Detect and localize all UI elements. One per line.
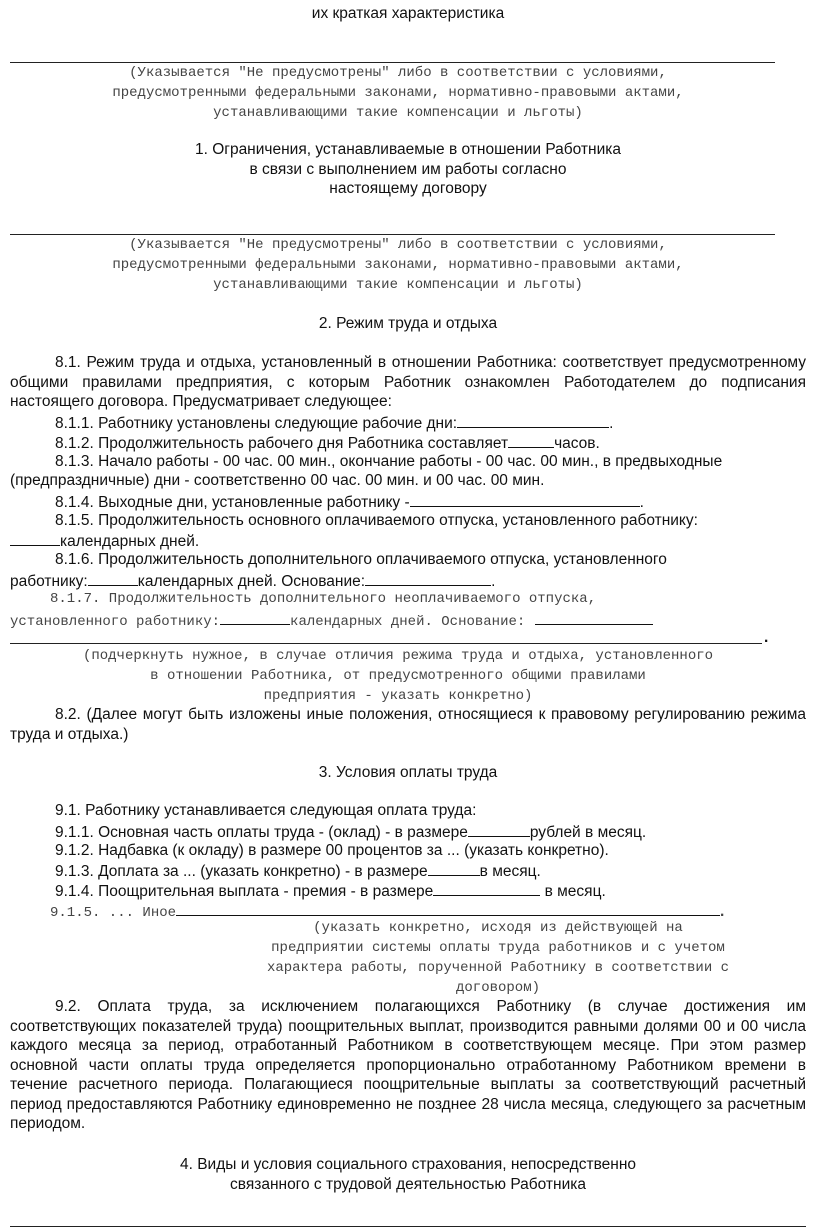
note-line: устанавливающими такие компенсации и льготы) xyxy=(213,105,583,121)
paragraph-9-2: 9.2. Оплата труда, за исключением полагающихся Работнику (в случае достижения им соответствующих показателей труда) поощрительных выплат, производится равными долями 00 и 00 числа каждого месяца за период, отработанный Работником в соответствующем месяце. При этом размер основной части оплаты труда определяется пропорционально отработанному Работником времени в течение расчетного периода. Полагающиеся поощрительные выплаты за соответствующий расчетный период предоставляются Работнику единовременно не позднее 28 числа месяца, следующего за расчетным периодом. xyxy=(10,998,806,1132)
item-8-1-2 xyxy=(10,432,806,454)
item-9-1-2 xyxy=(10,841,806,861)
item-text: календарных дней. Основание: xyxy=(290,614,526,630)
item-8-1-6-cont: работнику: календарных дней. Основание: . xyxy=(10,570,806,592)
item-8-1-6 xyxy=(10,550,806,570)
item-9-1-5: 9.1.5. ... Иное . xyxy=(10,900,806,923)
note-line: предприятии системы оплаты труда работников и с учетом xyxy=(271,940,725,956)
section-heading-tail: их краткая характеристика xyxy=(311,5,505,22)
section-4-title xyxy=(10,1155,806,1194)
item-text: 8.1.2. Продолжительность рабочего дня Работника составляет xyxy=(55,435,509,452)
blank-field xyxy=(433,880,540,896)
title-line: связанного с трудовой деятельностью Работника xyxy=(230,1175,586,1193)
item-9-1-1 xyxy=(10,821,806,843)
note-line: (Указывается "Не предусмотрены" либо в соответствии с условиями, xyxy=(129,237,667,253)
item-8-1-3 xyxy=(10,452,806,472)
item-text: в месяц. xyxy=(479,863,541,880)
item-8-1-1: 8.1.1. Работнику установлены следующие рабочие дни: . xyxy=(10,412,806,434)
note-line: характера работы, порученной Работнику в соответствии с xyxy=(266,960,730,976)
section-1-title xyxy=(10,140,806,199)
instruction-note xyxy=(10,235,786,295)
blank-field xyxy=(410,491,640,507)
item-text: 9.1.1. Основная часть оплаты труда - (оклад) - в размере xyxy=(55,824,468,841)
note-line: устанавливающими такие компенсации и льготы) xyxy=(213,277,583,293)
item-text: 8.1.6. Продолжительность дополнительного оплачиваемого отпуска, установленного xyxy=(55,551,667,568)
item-text: 8.1.5. Продолжительность основного оплачиваемого отпуска, установленного работнику: xyxy=(55,512,698,529)
item-text: календарных дней. xyxy=(60,533,200,550)
item-text: 9.1. Работнику устанавливается следующая оплата труда: xyxy=(55,802,477,819)
blank-field xyxy=(457,412,609,428)
item-text: работнику: xyxy=(10,573,88,590)
item-text: 8.1.7. Продолжительность дополнительного неоплачиваемого отпуска, xyxy=(50,591,597,607)
note-line: предусмотренными федеральными законами, нормативно-правовыми актами, xyxy=(112,257,684,273)
title-line: в связи с выполнением им работы согласно xyxy=(249,160,567,178)
title-line: 4. Виды и условия социального страхования, непосредственно xyxy=(179,1156,637,1173)
item-text: рублей в месяц. xyxy=(529,824,647,841)
note-line: (Указывается "Не предусмотрены" либо в соответствии с условиями, xyxy=(129,65,667,81)
blank-field xyxy=(535,609,653,625)
period-mark: . xyxy=(764,629,769,646)
item-9-1 xyxy=(10,801,806,821)
item-9-1-4 xyxy=(10,880,806,902)
note-line: в отношении Работника, от предусмотренного общими правилами xyxy=(150,668,646,684)
item-text: 9.1.4. Поощрительная выплата - премия - в размере xyxy=(55,883,434,900)
item-text: в месяц. xyxy=(540,883,606,900)
note-line: договором) xyxy=(455,980,540,996)
blank-field xyxy=(468,821,530,837)
item-8-1-3-cont: (предпраздничные) дни - соответственно 00 час. 00 мин. и 00 час. 00 мин. xyxy=(10,472,545,489)
paragraph-8-2: 8.2. (Далее могут быть изложены иные положения, относящиеся к правовому регулированию режима труда и отдыха.) xyxy=(10,706,806,743)
fill-in-line xyxy=(10,1226,806,1227)
item-text: установленного работнику: xyxy=(10,614,221,630)
blank-field xyxy=(428,860,480,876)
instruction-note xyxy=(10,646,786,706)
fill-in-line xyxy=(10,643,762,644)
instruction-note xyxy=(210,918,786,998)
paragraph-8-1: 8.1. Режим труда и отдыха, установленный в отношении Работника: соответствует предусмотренному общими правилами предприятия, с которым Работник ознакомлен Работодателем до подписания настоящего договора. Предусматривает следующее: xyxy=(10,354,806,410)
item-9-1-3 xyxy=(10,860,806,882)
item-text: часов. xyxy=(554,435,600,452)
note-line: предприятия - указать конкретно) xyxy=(263,688,533,704)
section-3-title: 3. Условия оплаты труда xyxy=(318,764,498,781)
item-text: 8.1.1. Работнику установлены следующие рабочие дни: xyxy=(55,415,458,432)
blank-field xyxy=(365,570,491,586)
item-8-1-7-cont xyxy=(10,609,806,632)
item-text: 8.1.4. Выходные дни, установленные работнику - xyxy=(55,494,410,511)
blank-field xyxy=(176,900,720,916)
title-line: 1. Ограничения, устанавливаемые в отношении Работника xyxy=(195,141,621,158)
section-2-title: 2. Режим труда и отдыха xyxy=(318,315,498,332)
note-line: (указать конкретно, исходя из действующей на xyxy=(313,920,683,936)
item-text: 9.1.3. Доплата за ... (указать конкретно) - в размере xyxy=(55,863,428,880)
item-8-1-7 xyxy=(10,589,806,609)
item-text: 9.1.5. ... Иное xyxy=(50,905,177,921)
title-line: настоящему договору xyxy=(329,180,487,197)
note-line: предусмотренными федеральными законами, нормативно-правовыми актами, xyxy=(112,85,684,101)
blank-field xyxy=(508,432,554,448)
blank-field xyxy=(220,609,290,625)
item-8-1-5-cont xyxy=(10,530,806,552)
item-8-1-4: 8.1.4. Выходные дни, установленные работнику - . xyxy=(10,491,806,513)
item-text: 9.1.2. Надбавка (к окладу) в размере 00 процентов за ... (указать конкретно). xyxy=(55,842,609,859)
blank-field xyxy=(10,530,60,546)
item-text: календарных дней. Основание: xyxy=(137,573,366,590)
blank-field xyxy=(88,570,138,586)
instruction-note xyxy=(10,63,786,123)
item-8-1-5 xyxy=(10,511,806,531)
item-text: 8.1.3. Начало работы - 00 час. 00 мин., окончание работы - 00 час. 00 мин., в предвыходные xyxy=(55,453,723,470)
note-line: (подчеркнуть нужное, в случае отличия режима труда и отдыха, установленного xyxy=(82,648,714,664)
